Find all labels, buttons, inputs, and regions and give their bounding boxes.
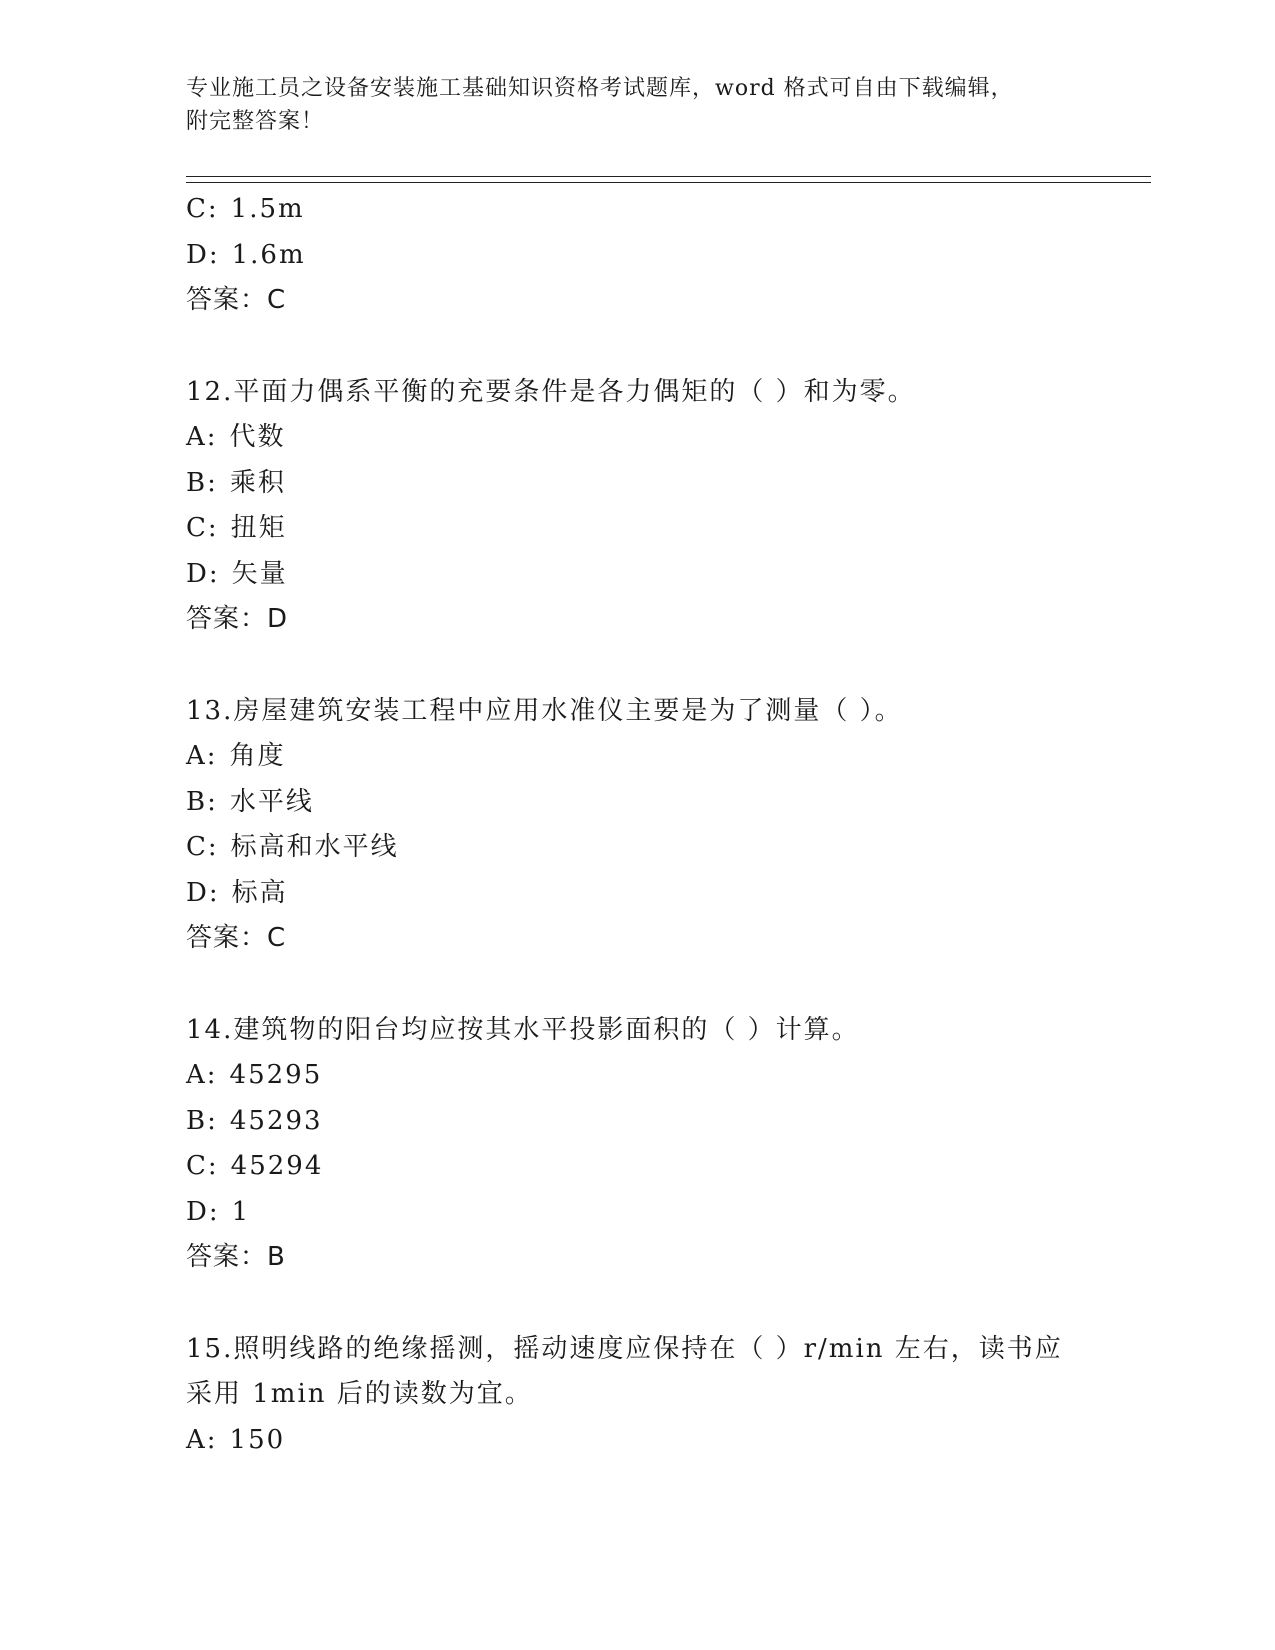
option-d	[186, 871, 1086, 917]
option-letter: B:	[186, 786, 218, 817]
answer-line: 答案：C	[186, 923, 287, 953]
option-c	[186, 1144, 1086, 1190]
option-letter: B:	[186, 1105, 218, 1136]
option-b	[186, 1099, 1086, 1145]
document-header	[186, 72, 1086, 138]
option-d	[186, 1190, 1086, 1236]
option-text: 乘积	[229, 467, 286, 498]
option-d	[186, 552, 1086, 598]
option-letter: A:	[186, 741, 218, 771]
question-stem-line-1: 15.照明线路的绝缘摇测，摇动速度应保持在（ ）r/min 左右，读书应	[186, 1333, 1063, 1364]
option-text: 45293	[229, 1105, 323, 1136]
question-stem: 12.平面力偶系平衡的充要条件是各力偶矩的（ ）和为零。	[186, 376, 916, 407]
option-text: 150	[229, 1424, 286, 1455]
option-letter: C:	[186, 1151, 219, 1181]
option-text: 1.6m	[231, 239, 306, 270]
option-letter: A:	[186, 1424, 218, 1455]
option-letter: C:	[186, 194, 219, 224]
option-a	[186, 415, 1086, 461]
header-divider-bottom	[186, 182, 1151, 183]
option-text: 45294	[230, 1151, 324, 1181]
option-text: 扭矩	[230, 513, 287, 543]
option-c	[186, 506, 1086, 552]
option-text: 标高和水平线	[230, 832, 399, 862]
option-letter: D:	[186, 239, 220, 270]
option-letter: D:	[186, 1196, 220, 1227]
header-line-2: 附完整答案！	[186, 109, 325, 134]
question-stem: 13.房屋建筑安装工程中应用水准仪主要是为了测量（ ）。	[186, 695, 903, 726]
answer-line: 答案：B	[186, 1242, 286, 1272]
option-text: 标高	[231, 877, 288, 908]
option-text: 角度	[229, 741, 286, 771]
spacer	[186, 643, 1086, 689]
option-letter: B:	[186, 467, 218, 498]
option-c	[186, 187, 1086, 233]
question-stem-line-2: 采用 1min 后的读数为宜。	[186, 1379, 533, 1409]
spacer	[186, 1281, 1086, 1327]
answer-line: 答案：C	[186, 285, 287, 315]
option-text: 水平线	[229, 786, 314, 817]
option-letter: A:	[186, 1060, 218, 1090]
option-d	[186, 233, 1086, 279]
option-a	[186, 734, 1086, 780]
option-letter: A:	[186, 422, 218, 452]
option-text: 1	[231, 1196, 251, 1227]
header-line-1: 专业施工员之设备安装施工基础知识资格考试题库，word 格式可自由下载编辑，	[186, 76, 1014, 101]
question-stem: 14.建筑物的阳台均应按其水平投影面积的（ ）计算。	[186, 1014, 860, 1045]
option-letter: D:	[186, 558, 220, 589]
option-text: 矢量	[231, 558, 288, 589]
spacer	[186, 324, 1086, 370]
spacer	[186, 962, 1086, 1008]
option-letter: C:	[186, 513, 219, 543]
option-c	[186, 825, 1086, 871]
option-a	[186, 1053, 1086, 1099]
option-b	[186, 780, 1086, 826]
option-letter: D:	[186, 877, 220, 908]
header-divider-top	[186, 176, 1151, 177]
question-content	[186, 187, 1086, 1463]
answer-line: 答案：D	[186, 604, 289, 634]
option-letter: C:	[186, 832, 219, 862]
option-b	[186, 461, 1086, 507]
option-text: 45295	[229, 1060, 323, 1090]
option-a	[186, 1418, 1086, 1464]
option-text: 1.5m	[230, 194, 305, 224]
option-text: 代数	[229, 422, 286, 452]
